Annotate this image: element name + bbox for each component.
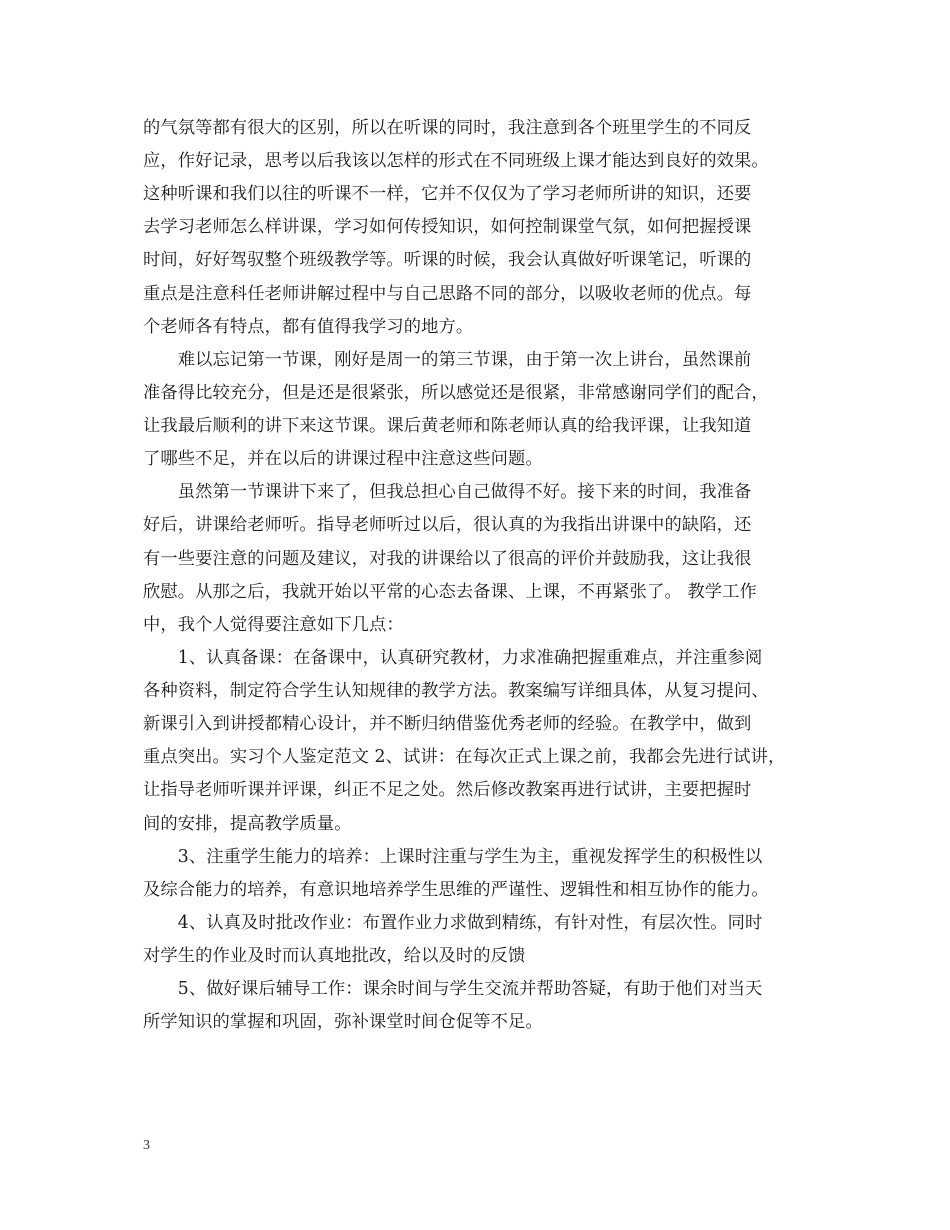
text-line: 欣慰。从那之后，我就开始以平常的心态去备课、上课，不再紧张了。 教学工作 — [143, 582, 757, 602]
text-line: 好后，讲课给老师听。指导老师听过以后，很认真的为我指出讲课中的缺陷，还 — [143, 515, 752, 535]
text-line: 个老师各有特点，都有值得我学习的地方。 — [143, 317, 474, 337]
text-line: 所学知识的掌握和巩固，弥补课堂时间仓促等不足。 — [143, 1012, 543, 1032]
text-line: 各种资料，制定符合学生认知规律的教学方法。教案编写详细具体，从复习提问、 — [143, 681, 769, 701]
text-line: 1、认真备课：在备课中，认真研究教材，力求准确把握重难点，并注重参阅 — [143, 648, 763, 668]
text-line: 难以忘记第一节课，刚好是周一的第三节课，由于第一次上讲台，虽然课前 — [143, 350, 752, 370]
text-line: 这种听课和我们以往的听课不一样，它并不仅仅为了学习老师所讲的知识，还要 — [143, 184, 752, 204]
text-line: 重点是注意科任老师讲解过程中与自己思路不同的部分，以吸收老师的优点。每 — [143, 284, 752, 304]
text-line: 对学生的作业及时而认真地批改，给以及时的反馈 — [143, 946, 526, 966]
text-line: 3、注重学生能力的培养：上课时注重与学生为主，重视发挥学生的积极性以 — [143, 847, 763, 867]
text-line: 虽然第一节课讲下来了，但我总担心自己做得不好。接下来的时间，我准备 — [143, 482, 752, 502]
text-line: 的气氛等都有很大的区别，所以在听课的同时，我注意到各个班里学生的不同反 — [143, 118, 752, 138]
text-line: 新课引入到讲授都精心设计，并不断归纳借鉴优秀老师的经验。在教学中，做到 — [143, 714, 752, 734]
text-line: 中，我个人觉得要注意如下几点： — [143, 615, 404, 635]
text-line: 重点突出。实习个人鉴定范文 2、试讲：在每次正式上课之前，我都会先进行试讲， — [143, 747, 786, 767]
text-line: 时间，好好驾驭整个班级教学等。听课的时候，我会认真做好听课笔记，听课的 — [143, 250, 752, 270]
text-line: 应，作好记录，思考以后我该以怎样的形式在不同班级上课才能达到良好的效果。 — [143, 151, 769, 171]
text-line: 准备得比较充分，但是还是很紧张，所以感觉还是很紧，非常感谢同学们的配合， — [143, 383, 769, 403]
text-line: 及综合能力的培养，有意识地培养学生思维的严谨性、逻辑性和相互协作的能力。 — [143, 880, 769, 900]
text-line: 有一些要注意的问题及建议，对我的讲课给以了很高的评价并鼓励我，这让我很 — [143, 549, 752, 569]
text-line: 间的安排，提高教学质量。 — [143, 814, 352, 834]
text-line: 让我最后顺利的讲下来这节课。课后黄老师和陈老师认真的给我评课，让我知道 — [143, 416, 752, 436]
text-line: 5、做好课后辅导工作：课余时间与学生交流并帮助答疑，有助于他们对当天 — [143, 979, 763, 999]
text-line: 4、认真及时批改作业：布置作业力求做到精练，有针对性，有层次性。同时 — [143, 913, 763, 933]
page-number: 3 — [143, 1138, 150, 1153]
text-line: 让指导老师听课并评课，纠正不足之处。然后修改教案再进行试讲，主要把握时 — [143, 780, 752, 800]
text-line: 了哪些不足，并在以后的讲课过程中注意这些问题。 — [143, 449, 543, 469]
text-line: 去学习老师怎么样讲课，学习如何传授知识，如何控制课堂气氛，如何把握授课 — [143, 217, 752, 237]
